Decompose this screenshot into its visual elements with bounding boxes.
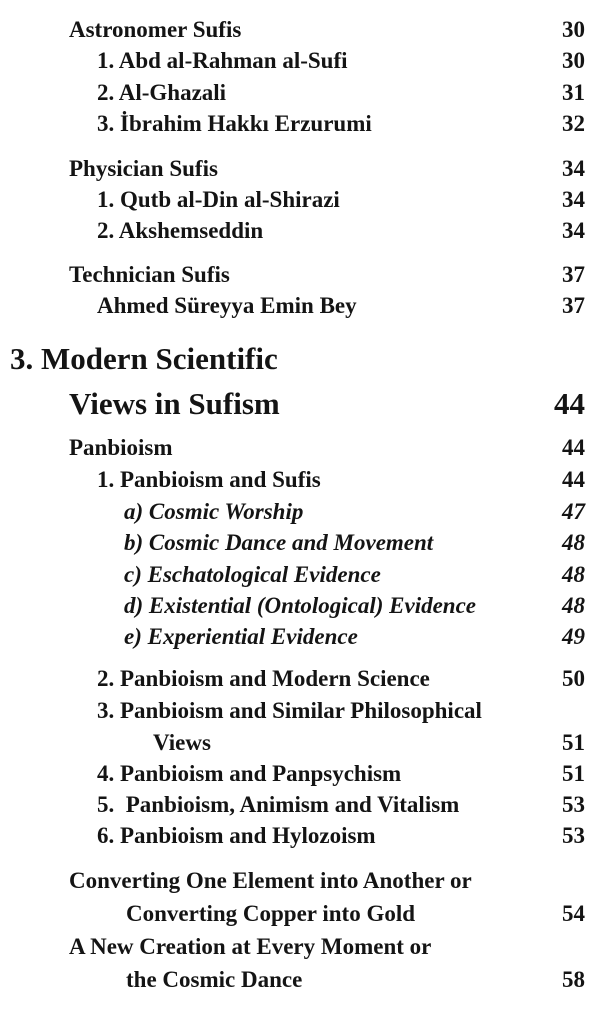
toc-entry-title: 1. Panbioism and Sufis: [97, 467, 321, 492]
toc-entry-title: A New Creation at Every Moment or: [69, 934, 432, 959]
toc-entry-page: 53: [562, 823, 585, 848]
toc-entry-page: 54: [562, 901, 585, 926]
toc-entry-page: 34: [562, 218, 585, 243]
toc-entry-page: 50: [562, 666, 585, 691]
toc-entry-page: 49: [562, 624, 585, 649]
chapter-title: 3. Modern Scientific: [10, 341, 278, 376]
toc-entry-title: 3. Panbioism and Similar Philosophical: [97, 698, 482, 723]
toc-entry-page: 30: [562, 48, 585, 73]
toc-entry-page: 30: [562, 17, 585, 42]
toc-entry-title: 1. Abd al-Rahman al-Sufi: [97, 48, 348, 73]
toc-entry-title: 1. Qutb al-Din al-Shirazi: [97, 187, 340, 212]
toc-entry-page: 34: [562, 156, 585, 181]
toc-entry-title: Physician Sufis: [69, 156, 218, 181]
toc-entry-page: 48: [562, 530, 585, 555]
toc-entry-title: c) Eschatological Evidence: [124, 562, 381, 587]
toc-entry-page: 31: [562, 80, 585, 105]
toc-entry-page: 34: [562, 187, 585, 212]
toc-entry-title: a) Cosmic Worship: [124, 499, 304, 524]
toc-entry-title: 2. Panbioism and Modern Science: [97, 666, 430, 691]
toc-entry-title: e) Experiential Evidence: [124, 624, 358, 649]
toc-entry-title: Views: [153, 730, 211, 755]
toc-entry-title: 5. Panbioism, Animism and Vitalism: [97, 792, 460, 817]
toc-entry-title: 2. Akshemseddin: [97, 218, 264, 243]
toc-entry-title: Technician Sufis: [69, 262, 230, 287]
toc-entry-title: b) Cosmic Dance and Movement: [124, 530, 434, 555]
toc-entry-title: Ahmed Süreyya Emin Bey: [97, 293, 357, 318]
toc-entry-title: 2. Al-Ghazali: [97, 80, 227, 105]
toc-entry-page: 44: [562, 435, 585, 460]
toc-entry-title: d) Existential (Ontological) Evidence: [124, 593, 476, 618]
toc-entry-title: 4. Panbioism and Panpsychism: [97, 761, 402, 786]
toc-entry-page: 51: [562, 761, 585, 786]
toc-entry-page: 48: [562, 593, 585, 618]
toc-entry-title: Converting One Element into Another or: [69, 868, 472, 893]
toc-entry-page: 53: [562, 792, 585, 817]
toc-entry-title: Astronomer Sufis: [69, 17, 242, 42]
toc-entry-page: 32: [562, 111, 585, 136]
toc-entry-page: 48: [562, 562, 585, 587]
toc-entry-title: the Cosmic Dance: [126, 967, 303, 992]
toc-entry-page: 51: [562, 730, 585, 755]
toc-entry-page: 47: [562, 499, 585, 524]
chapter-page: 44: [554, 386, 585, 421]
toc-entry-page: 44: [562, 467, 585, 492]
toc-entry-page: 58: [562, 967, 585, 992]
toc-entry-title: Panbioism: [69, 435, 173, 460]
toc-entry-title: Converting Copper into Gold: [126, 901, 416, 926]
toc-entry-page: 37: [562, 293, 585, 318]
toc-entry-title: 3. İbrahim Hakkı Erzurumi: [97, 111, 372, 136]
toc-entry-title: 6. Panbioism and Hylozoism: [97, 823, 376, 848]
toc-entry-page: 37: [562, 262, 585, 287]
chapter-title: Views in Sufism: [69, 386, 280, 421]
